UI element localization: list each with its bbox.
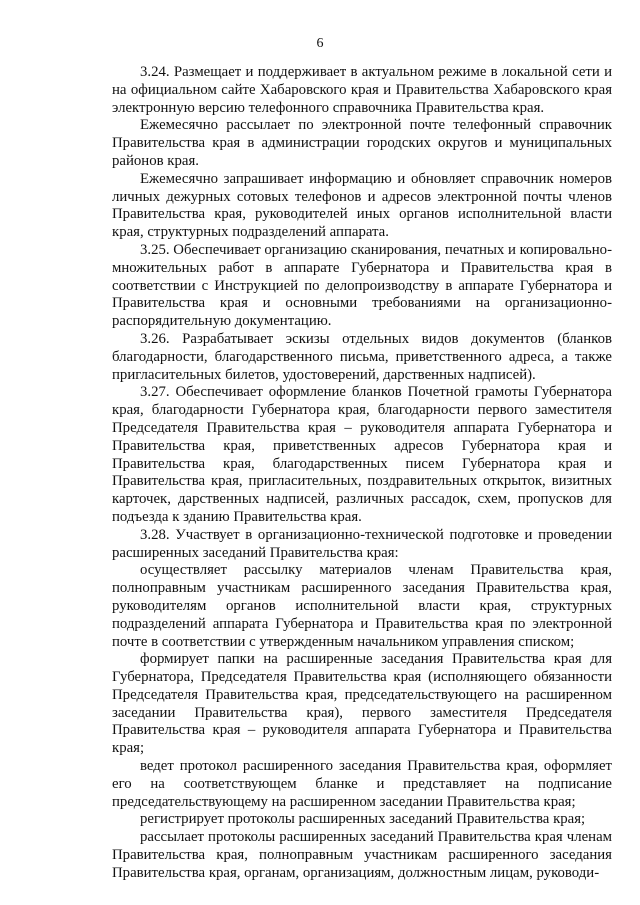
paragraph-3-27: 3.27. Обеспечивает оформление бланков Почетной грамоты Губернатора края, благодарности Губернатора края, благодарности первого заместителя Председателя Правительства края – руководителя аппарата Губернатора и Правительства края, приветственных адресов Губернатора края и Правительства края, благодарственных писем Губернатора края и Правительства края, пригласительных, поздравительных открыток, визитных карточек, дарственных надписей, различных рассадок, схем, пропусков для подъезда к зданию Правительства края.: [112, 384, 612, 525]
paragraph-phonebook-update: Ежемесячно запрашивает информацию и обновляет справочник номеров личных дежурных сотовых телефонов и адресов электронной почты членов Правительства края, руководителей иных органов исполнительной власти края, структурных подразделений аппарата.: [112, 170, 612, 241]
paragraph-register-protocols: регистрирует протоколы расширенных заседаний Правительства края;: [140, 811, 586, 828]
page-number: 6: [316, 36, 324, 51]
paragraph-mailing-materials: осуществляет рассылку материалов членам Правительства края, полноправным участникам расширенного заседания Правительства края, руководителям органов исполнительной власти края, структурных подразделений аппарата Губернатора и Правительства края по электронной почте в соответствии с утвержденным начальником управления списком;: [112, 562, 612, 650]
paragraph-3-24: 3.24. Размещает и поддерживает в актуальном режиме в локальной сети и на официальном сайте Хабаровского края и Правительства Хабаровского края электронную версию телефонного справочника Правительства края.: [112, 64, 612, 116]
paragraph-3-25: 3.25. Обеспечивает организацию сканирования, печатных и копировально-множительных работ в аппарате Губернатора и Правительства края в соответствии с Инструкцией по делопроизводству в аппарате Губернатора и Правительства края и основными требованиями на организационно-распорядительную документацию.: [112, 241, 612, 330]
paragraph-keep-protocol: ведет протокол расширенного заседания Правительства края, оформляет его на соответствующем бланке и представляет на подписание председательствующему на расширенном заседании Правительства края;: [112, 758, 612, 810]
paragraph-form-folders: формирует папки на расширенные заседания Правительства края для Губернатора, Председателя Правительства края (исполняющего обязанности Председателя Правительства края, председательствующего на расширенном заседании Правительства края), первого заместителя Председателя Правительства края – руководителя аппарата Губернатора и Правительства края;: [112, 651, 612, 757]
paragraph-send-protocols: рассылает протоколы расширенных заседаний Правительства края членам Правительства края, полноправным участникам расширенного заседания Правительства края, органам, организациям, должностным лицам, руководи-: [112, 829, 612, 881]
paragraph-3-28: 3.28. Участвует в организационно-технической подготовке и проведении расширенных заседаний Правительства края:: [112, 526, 612, 561]
paragraph-3-26: 3.26. Разрабатывает эскизы отдельных видов документов (бланков благодарности, благодарственного письма, приветственного адреса, а также пригласительных билетов, удостоверений, дарственных надписей).: [112, 330, 612, 383]
document-body: [112, 64, 612, 883]
paragraph-phonebook-mailing: Ежемесячно рассылает по электронной почте телефонный справочник Правительства края в администрации городских округов и муниципальных районов края.: [112, 117, 612, 169]
